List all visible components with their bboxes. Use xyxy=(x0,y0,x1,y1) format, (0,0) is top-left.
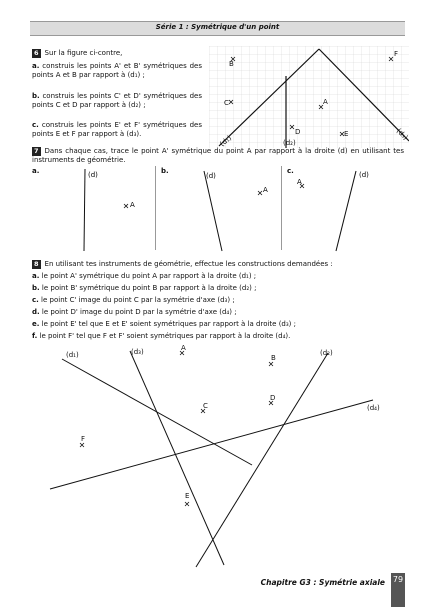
ex6-point-F-label: F xyxy=(394,50,399,58)
ex7-text: 7 Dans chaque cas, trace le point A' symétrique du point A par rapport à la droite (d) en utilisant tes instruments de géométrie. xyxy=(32,147,404,164)
ex6-number: 6 xyxy=(34,49,39,57)
ex8-figure xyxy=(30,343,408,568)
ex8-item-e: e. le point E' tel que E et E' soient symétriques par rapport à la droite (d₃) ; xyxy=(32,320,297,328)
ex8-point-A-label: A xyxy=(181,344,186,352)
ex7-figures xyxy=(30,165,408,253)
ex7a-point-A-label: A xyxy=(130,201,135,209)
ex8-point-E-label: E xyxy=(185,492,190,500)
ex6-item-b: b. construis les points C' et D' symétriques des points C et D par rapport à (d₂) ; xyxy=(32,92,202,109)
ex8-line-d4 xyxy=(50,400,373,489)
ex7a-line-d xyxy=(84,169,85,251)
ex7a-point-A-mark xyxy=(124,204,128,208)
ex6-point-D-label: D xyxy=(295,128,301,136)
page-number: 79 xyxy=(391,573,405,587)
ex7a-line-d-label: (d) xyxy=(88,171,98,179)
ex8-line-d4-label: (d₄) xyxy=(367,404,380,412)
ex8-item-b: b. le point B' symétrique du point B par rapport à la droite (d₂) ; xyxy=(32,284,257,292)
ex6-line-d1-label: (d₁) xyxy=(218,133,234,148)
ex7-case-a-label: a. xyxy=(32,167,40,175)
ex8-number: 8 xyxy=(34,260,39,268)
ex6-point-B-label: B xyxy=(229,60,234,68)
ex8-line-d1-label: (d₁) xyxy=(66,351,79,359)
ex6-item-c: c. construis les points E' et F' symétriques des points E et F par rapport à (d₃). xyxy=(32,121,202,138)
series-title: Série 1 : Symétrique d'un point xyxy=(155,23,280,31)
ex8-item-f: f. le point F' tel que F et F' soient symétriques par rapport à la droite (d₄). xyxy=(32,332,291,340)
ex8-point-F-mark xyxy=(80,443,84,447)
ex7c-line-d xyxy=(336,171,356,251)
chapter-title: Chapitre G3 : Symétrie axiale xyxy=(260,578,385,587)
ex8-intro: 8 En utilisant tes instruments de géométrie, effectue les constructions demandées : xyxy=(34,260,333,268)
ex7-case-b-label: b. xyxy=(161,167,169,175)
ex7c-point-A-label: A xyxy=(297,178,302,186)
ex7b-line-d xyxy=(204,171,222,251)
ex6-point-A-label: A xyxy=(323,98,328,106)
ex6-figure xyxy=(209,46,409,148)
ex8-point-F-label: F xyxy=(81,435,86,443)
ex7b-line-d-label: (d) xyxy=(206,172,216,180)
ex8-point-D-label: D xyxy=(270,394,276,402)
ex7-number: 7 xyxy=(34,147,39,155)
ex8-line-d2-label: (d₂) xyxy=(320,349,333,357)
ex7b-point-A-mark xyxy=(258,191,262,195)
ex8-item-c: c. le point C' image du point C par la symétrie d'axe (d₃) ; xyxy=(32,296,235,304)
ex8-point-C-label: C xyxy=(203,402,208,410)
ex8-point-E-mark xyxy=(185,502,189,506)
ex8-line-d3 xyxy=(130,351,224,565)
ex7b-point-A-label: A xyxy=(263,186,268,194)
ex6-point-E-label: E xyxy=(344,130,349,138)
ex8-item-d: d. le point D' image du point D par la symétrie d'axe (d₄) ; xyxy=(32,308,237,316)
ex6-line-d2-label: (d₂) xyxy=(283,139,296,147)
ex7-case-c-label: c. xyxy=(287,167,294,175)
ex6-line-d3-label: (d₃) xyxy=(394,126,409,142)
ex6-intro: 6 Sur la figure ci-contre, xyxy=(34,49,123,57)
ex8-line-d3-label: (d₃) xyxy=(131,348,144,356)
ex8-line-d2 xyxy=(196,353,328,567)
ex8-item-a: a. le point A' symétrique du point A par rapport à la droite (d₁) ; xyxy=(32,272,257,280)
ex7c-line-d-label: (d) xyxy=(359,171,369,179)
ex8-point-B-label: B xyxy=(271,354,276,362)
ex6-item-a: a. construis les points A' et B' symétriques des points A et B par rapport à (d₁) ; xyxy=(32,62,203,79)
ex6-point-C-label: C xyxy=(224,99,229,107)
ex8-point-B-mark xyxy=(269,362,273,366)
page-edge-bar xyxy=(391,587,405,607)
